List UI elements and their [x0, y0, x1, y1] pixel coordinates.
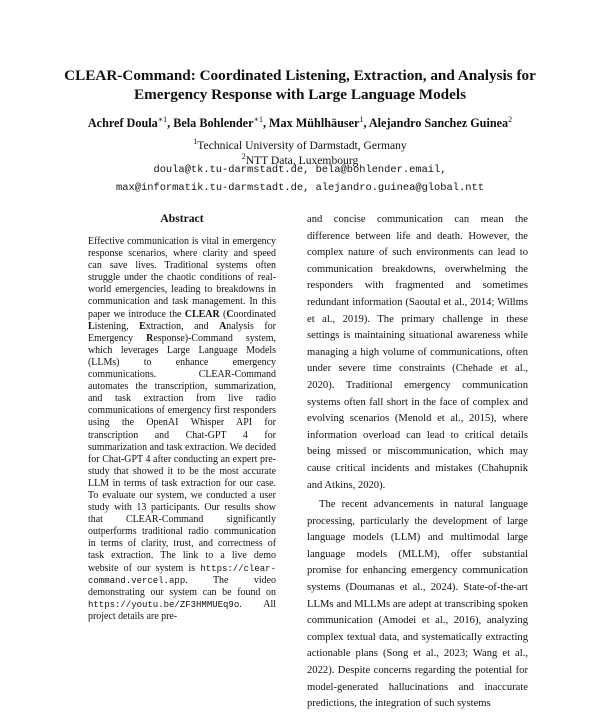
video-link[interactable]: https://youtu.be/ZF3HMMUEq9o	[88, 599, 240, 610]
email-line: max@informatik.tu-darmstadt.de, alejandro.guinea@global.ntt	[116, 182, 484, 194]
author-sup: 1	[359, 115, 364, 124]
abstract-text: (	[219, 308, 227, 320]
abstract-text: xtraction, and	[145, 320, 220, 332]
author-name: Achref Doula	[87, 116, 158, 131]
affiliation-name: Technical University of Darmstadt, Germany	[197, 138, 407, 152]
author-name: Bela Bohlender	[173, 116, 254, 131]
abstract-bold: CLEAR	[184, 308, 220, 320]
affiliation-name: NTT Data, Luxembourg	[245, 153, 359, 167]
abstract-bold: R	[146, 332, 154, 344]
affiliation-sup: 2	[241, 152, 246, 161]
abstract-text: . The video demonstrating our system can be found on	[88, 574, 276, 598]
abstract-text: . All project details are pre-	[88, 598, 276, 622]
author-list: Achref Doula$^{∗1}$, Bela Bohlender$^{∗1}$, Max Mühlhäuser$^1$, Alejandro Sanchez Guinea$^2$	[87, 115, 513, 131]
abstract-bold: L	[88, 320, 95, 332]
affiliation-sup: 1	[193, 137, 198, 146]
author-sup: ∗1	[157, 115, 168, 124]
author-sup: 2	[508, 115, 513, 124]
abstract-text: esponse)-Command system, which leverages Large Language Models (LLMs) to enhance emergency communications. CLEAR-Command automates the transcription, summarization, and task extraction from live radio communications of emergency first responders using the OpenAI Whisper API for transcription and Chat-GPT 4 for summarization and task extraction. We decided for Chat-GPT 4 after conducting an expert pre-study that showed it to be the most accurate LLM in terms of task extraction for our case. To evaluate our system, we conducted a user study with 13 participants. Our results show that CLEAR-Command significantly outperforms traditional radio communication in terms of clarity, trust, and correctness of task extraction. The link to a live demo website of our system is	[88, 332, 276, 574]
abstract-text: istening,	[94, 320, 140, 332]
abstract-text: oordinated	[233, 308, 276, 320]
author-sup: ∗1	[253, 115, 263, 124]
abstract-heading: Abstract	[160, 212, 204, 225]
abstract-bold: E	[139, 320, 146, 332]
body-column	[307, 212, 528, 710]
abstract-text: nalysis for Emergency	[88, 320, 276, 344]
abstract-bold: C	[226, 308, 234, 320]
body-paragraph: and concise communication can mean the difference between life and death. However, the complex nature of such environments can lead to communication breakdowns, overwhelming the responders with fragmented and sometimes redundant information (Saoutal et al., 2014; Willms et al., 2019). The primary challenge in these settings is maintaining situational awareness while managing a high volume of communications, often under severe time constraints (Chehade et al., 2020). Traditional emergency communication systems often fall short in the face of complex and evolving scenarios (Menold et al., 2015), where information overload can lead to critical details being missed or miscommunication, which may cause critical incidents and mistakes (Chahupnik and Atkins, 2020).	[307, 214, 528, 491]
abstract-body	[88, 236, 276, 622]
abstract-text: Effective communication is vital in emergency response scenarios, where clarity and speed can save lives. Traditional systems often struggle under the chaotic conditions of real-world emergencies, leading to breakdowns in communication and task management. In this paper we introduce the	[88, 236, 276, 320]
author-name: Max Mühlhäuser	[269, 116, 360, 131]
author-name: Alejandro Sanchez Guinea	[368, 116, 509, 131]
body-paragraph: The recent advancements in natural language processing, particularly the development of large language models (LLM) and multimodal large language models (MLLM), offer substantial promise for enhancing emergency communication systems (Doumanas et al., 2024). State-of-the-art LLMs and MLLMs are adept at transcribing spoken communication (Amodei et al., 2016), analyzing complex textual data, and systematically extracting actionable plans (Song et al., 2023; Wang et al., 2022). Despite concerns regarding the potential for model-generated hallucinations and inaccurate predictions, the integration of such systems	[307, 499, 528, 710]
paper-title: CLEAR-Command: Coordinated Listening, Extraction, and Analysis for Emergency Response with Large Language Models	[64, 67, 536, 103]
demo-link[interactable]: https://clear-command.vercel.app	[88, 563, 276, 586]
abstract-bold: A	[219, 320, 227, 332]
email-line: doula@tk.tu-darmstadt.de, bela@bohlender.email,	[153, 164, 447, 176]
